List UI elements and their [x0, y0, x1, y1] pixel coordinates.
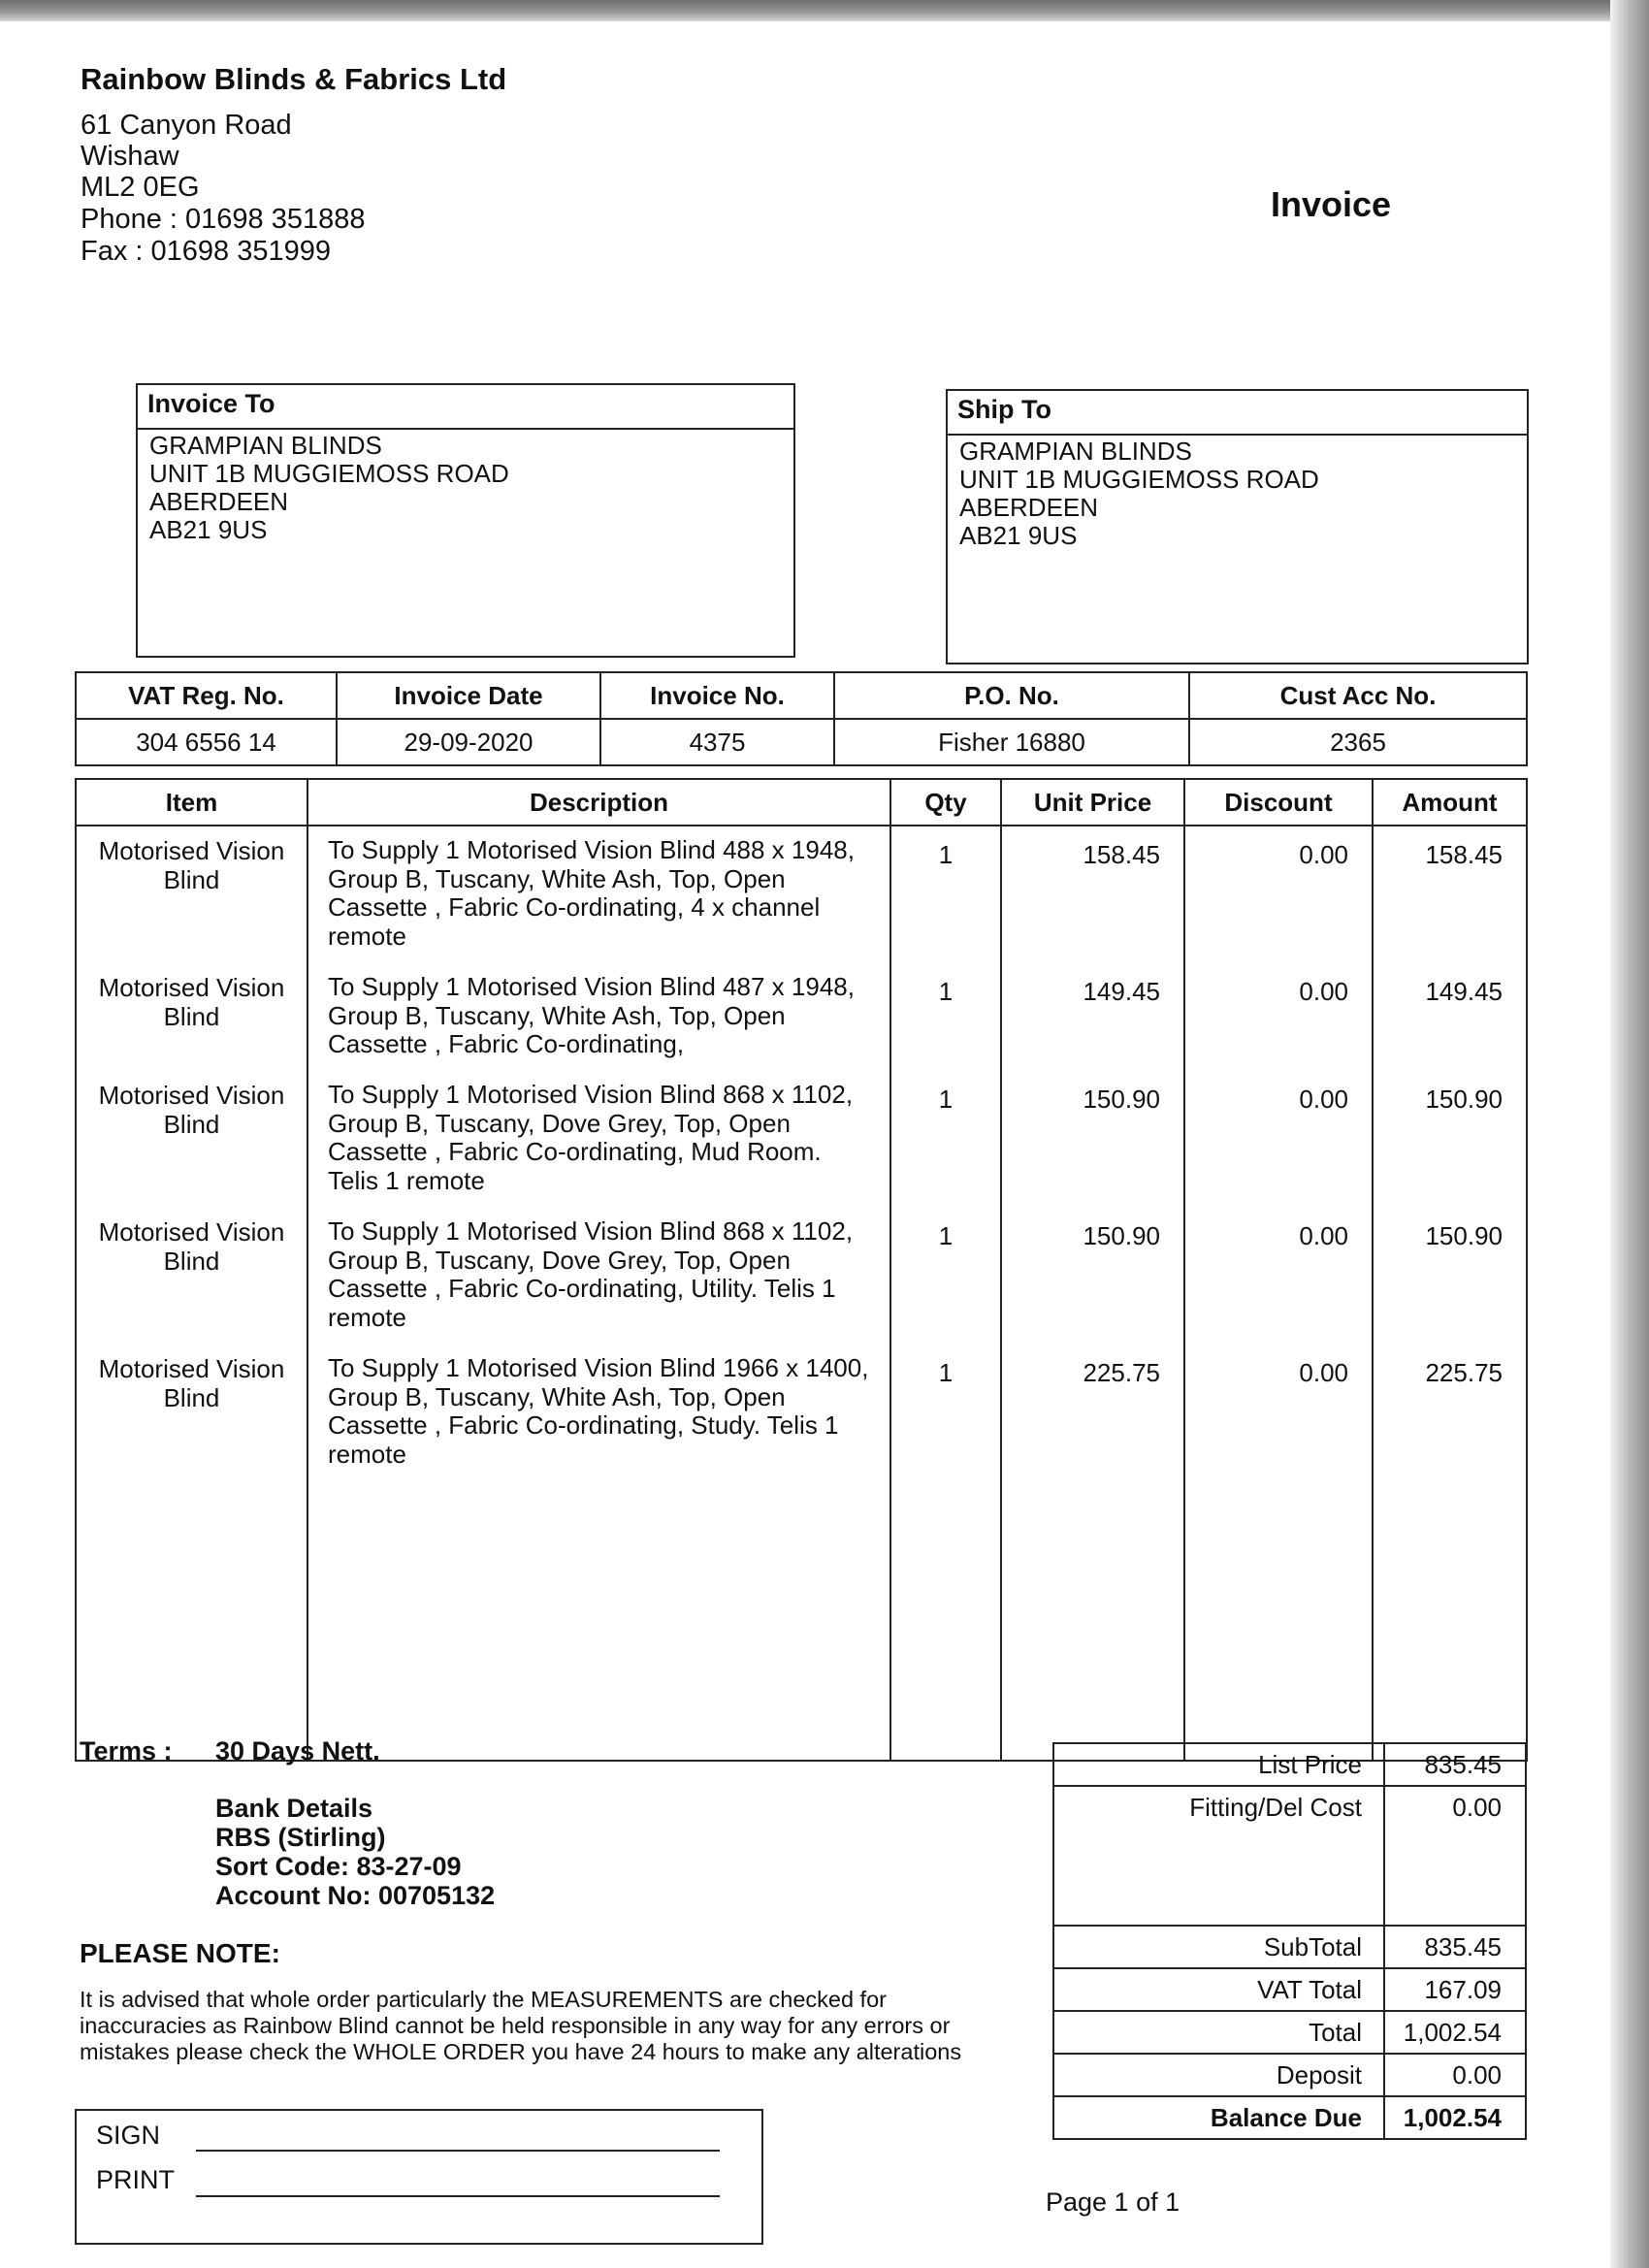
unit-price-cell: 149.45 — [1001, 963, 1184, 1071]
qty-cell: 1 — [890, 1345, 1001, 1481]
invoice-to-line: UNIT 1B MUGGIEMOSS ROAD — [149, 459, 509, 488]
list-price-label: List Price — [1053, 1743, 1384, 1786]
ship-to-line: ABERDEEN — [959, 493, 1099, 522]
table-row — [76, 826, 1527, 963]
signature-box — [75, 2109, 763, 2245]
print-line — [196, 2195, 720, 2197]
invoice-to-heading: Invoice To — [138, 385, 793, 430]
description-cell: To Supply 1 Motorised Vision Blind 1966 x 1400, Group B, Tuscany, White Ash, Top, Open Cassette , Fabric Co-ordinating, Study. Telis 1 remote — [307, 1345, 890, 1481]
table-filler-row — [76, 1481, 1527, 1761]
qty-cell: 1 — [890, 963, 1001, 1071]
empty-cell — [1001, 1481, 1184, 1761]
fitting-label: Fitting/Del Cost — [1053, 1786, 1384, 1926]
balance-due-value: 1,002.54 — [1384, 2096, 1526, 2139]
empty-cell — [1373, 1481, 1527, 1761]
invoice-date-value: 29-09-2020 — [337, 719, 600, 765]
vat-reg-value: 304 6556 14 — [76, 719, 337, 765]
company-name: Rainbow Blinds & Fabrics Ltd — [81, 62, 507, 96]
table-row — [76, 963, 1527, 1071]
print-label: PRINT — [96, 2165, 175, 2194]
deposit-label: Deposit — [1053, 2054, 1384, 2096]
discount-cell: 0.00 — [1184, 963, 1373, 1071]
sort-code: Sort Code: 83-27-09 — [215, 1852, 462, 1881]
list-price-value: 835.45 — [1384, 1743, 1526, 1786]
sign-label: SIGN — [96, 2121, 161, 2150]
company-address-line2: Wishaw — [81, 141, 179, 172]
bank-name: RBS (Stirling) — [215, 1823, 386, 1852]
item-cell: Motorised Vision Blind — [76, 1071, 307, 1208]
item-header: Item — [76, 779, 307, 826]
empty-cell — [1184, 1481, 1373, 1761]
totals-table — [1052, 1742, 1527, 2140]
table-row — [76, 1071, 1527, 1208]
terms-value: 30 Days Nett. — [215, 1736, 380, 1766]
amount-cell: 149.45 — [1373, 963, 1527, 1071]
ship-to-line: UNIT 1B MUGGIEMOSS ROAD — [959, 465, 1319, 494]
qty-cell: 1 — [890, 1208, 1001, 1345]
amount-cell: 225.75 — [1373, 1345, 1527, 1481]
qty-header: Qty — [890, 779, 1001, 826]
note-title: PLEASE NOTE: — [80, 1938, 280, 1968]
cust-acc-header: Cust Acc No. — [1189, 672, 1527, 719]
sign-line — [196, 2150, 720, 2152]
invoice-to-box — [136, 383, 795, 658]
item-cell: Motorised Vision Blind — [76, 826, 307, 963]
discount-cell: 0.00 — [1184, 826, 1373, 963]
deposit-value: 0.00 — [1384, 2054, 1526, 2096]
po-no-header: P.O. No. — [834, 672, 1189, 719]
subtotal-value: 835.45 — [1384, 1926, 1526, 1968]
total-value: 1,002.54 — [1384, 2011, 1526, 2054]
qty-cell: 1 — [890, 1071, 1001, 1208]
invoice-to-line: AB21 9US — [149, 515, 268, 544]
table-row — [76, 1345, 1527, 1481]
invoice-info-table — [75, 671, 1528, 766]
description-cell: To Supply 1 Motorised Vision Blind 487 x 1948, Group B, Tuscany, White Ash, Top, Open Cassette , Fabric Co-ordinating, — [307, 963, 890, 1071]
description-cell: To Supply 1 Motorised Vision Blind 868 x 1102, Group B, Tuscany, Dove Grey, Top, Open Cassette , Fabric Co-ordinating, Utility. Telis 1 remote — [307, 1208, 890, 1345]
table-row — [76, 1208, 1527, 1345]
item-cell: Motorised Vision Blind — [76, 1345, 307, 1481]
vat-total-label: VAT Total — [1053, 1968, 1384, 2011]
unit-price-cell: 150.90 — [1001, 1208, 1184, 1345]
discount-cell: 0.00 — [1184, 1345, 1373, 1481]
company-fax: Fax : 01698 351999 — [81, 236, 331, 267]
empty-cell — [890, 1481, 1001, 1761]
company-postcode: ML2 0EG — [81, 172, 200, 203]
invoice-no-header: Invoice No. — [600, 672, 834, 719]
note-text: It is advised that whole order particularly the MEASUREMENTS are checked for inaccuracies as Rainbow Blind cannot be held responsible in any way for any errors or mistakes please check the WHOLE ORDER you have 24 hours to make any alterations — [80, 1987, 962, 2064]
empty-cell — [307, 1481, 890, 1761]
ship-to-address — [948, 436, 1527, 552]
document-title: Invoice — [1271, 184, 1392, 224]
cust-acc-value: 2365 — [1189, 719, 1527, 765]
invoice-to-address — [138, 430, 793, 546]
description-cell: To Supply 1 Motorised Vision Blind 488 x 1948, Group B, Tuscany, White Ash, Top, Open Cassette , Fabric Co-ordinating, 4 x channel remote — [307, 826, 890, 963]
qty-cell: 1 — [890, 826, 1001, 963]
unit-price-cell: 158.45 — [1001, 826, 1184, 963]
empty-cell — [76, 1481, 307, 1761]
item-cell: Motorised Vision Blind — [76, 963, 307, 1071]
bank-heading: Bank Details — [215, 1794, 373, 1823]
account-no: Account No: 00705132 — [215, 1881, 496, 1910]
scan-edge-right — [1610, 0, 1649, 2268]
ship-to-line: AB21 9US — [959, 521, 1078, 550]
amount-header: Amount — [1373, 779, 1527, 826]
amount-cell: 158.45 — [1373, 826, 1527, 963]
discount-header: Discount — [1184, 779, 1373, 826]
invoice-to-line: GRAMPIAN BLINDS — [149, 431, 382, 460]
item-cell: Motorised Vision Blind — [76, 1208, 307, 1345]
vat-total-value: 167.09 — [1384, 1968, 1526, 2011]
description-cell: To Supply 1 Motorised Vision Blind 868 x 1102, Group B, Tuscany, Dove Grey, Top, Open Cassette , Fabric Co-ordinating, Mud Room. Telis 1 remote — [307, 1071, 890, 1208]
discount-cell: 0.00 — [1184, 1208, 1373, 1345]
company-address-line1: 61 Canyon Road — [81, 110, 292, 141]
amount-cell: 150.90 — [1373, 1071, 1527, 1208]
company-phone: Phone : 01698 351888 — [81, 204, 366, 235]
unit-price-cell: 150.90 — [1001, 1071, 1184, 1208]
amount-cell: 150.90 — [1373, 1208, 1527, 1345]
invoice-to-line: ABERDEEN — [149, 487, 289, 516]
unit-price-cell: 225.75 — [1001, 1345, 1184, 1481]
ship-to-line: GRAMPIAN BLINDS — [959, 437, 1192, 466]
terms-label: Terms : — [80, 1736, 173, 1766]
fitting-value: 0.00 — [1384, 1786, 1526, 1926]
total-label: Total — [1053, 2011, 1384, 2054]
line-items-table — [75, 778, 1528, 1762]
vat-reg-header: VAT Reg. No. — [76, 672, 337, 719]
po-no-value: Fisher 16880 — [834, 719, 1189, 765]
invoice-no-value: 4375 — [600, 719, 834, 765]
invoice-date-header: Invoice Date — [337, 672, 600, 719]
ship-to-box — [946, 389, 1529, 664]
bank-details — [215, 1794, 495, 1910]
unit-price-header: Unit Price — [1001, 779, 1184, 826]
discount-cell: 0.00 — [1184, 1071, 1373, 1208]
balance-due-label: Balance Due — [1053, 2096, 1384, 2139]
subtotal-label: SubTotal — [1053, 1926, 1384, 1968]
page-number: Page 1 of 1 — [1046, 2187, 1180, 2217]
ship-to-heading: Ship To — [948, 391, 1527, 436]
scan-edge-top — [0, 0, 1649, 21]
description-header: Description — [307, 779, 890, 826]
